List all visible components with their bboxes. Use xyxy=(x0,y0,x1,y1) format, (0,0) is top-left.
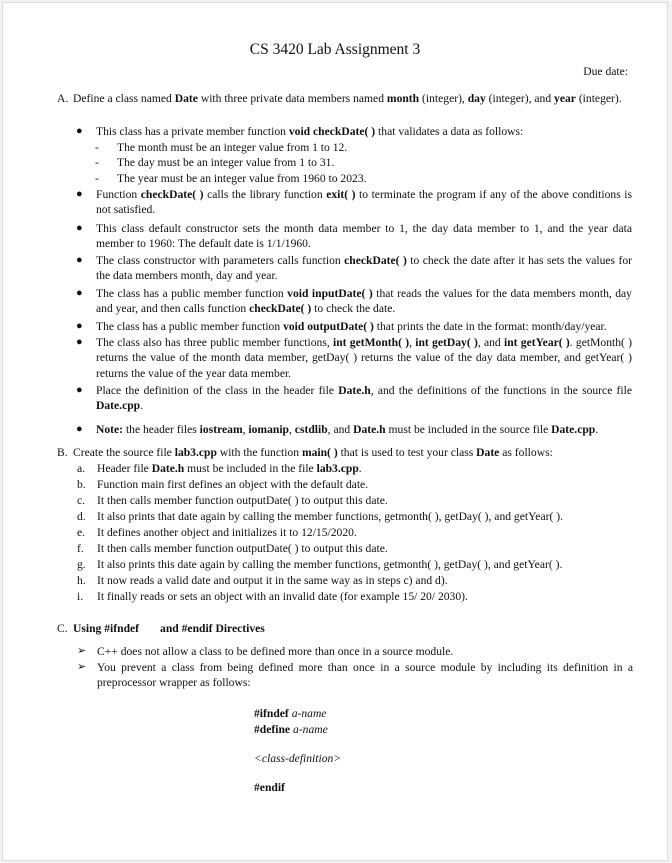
arrow-item: ➢ C++ does not allow a class to be defined more than once in a source module. xyxy=(77,645,454,658)
bullet-check-date: ● This class has a private member function void checkDate( ) that validates a data as follows: xyxy=(76,125,524,138)
list-item: b. Function main first defines an object with the default date. xyxy=(77,478,369,491)
bullet-icon: ● xyxy=(76,320,83,332)
bullet-icon: ● xyxy=(76,287,83,299)
bullet-icon: ● xyxy=(76,423,83,435)
page-title: CS 3420 Lab Assignment 3 xyxy=(249,41,421,58)
list-item: g. It also prints this date again by calling the member functions, getmonth( ), getDay( ), and getYear( ). xyxy=(77,558,563,571)
bullet-icon: ● xyxy=(76,384,83,396)
bullet-icon: ● xyxy=(76,222,83,234)
list-item: d. It also prints that date again by calling the member functions, getmonth( ), getDay( ), and getYear( ). xyxy=(77,510,563,523)
bullet-exit: ● Function checkDate( ) calls the library function exit( ) to terminate the program if any of the above conditions is not satisfied. xyxy=(76,188,632,217)
section-b-intro: B. Create the source file lab3.cpp with the function main( ) that is used to test your class Date as follows: xyxy=(57,446,553,459)
section-a-intro: A. Define a class named Date with three private data members named month (integer), day (integer), and year (integer). xyxy=(57,92,622,105)
bullet-icon: ● xyxy=(76,254,83,266)
list-item: f. It then calls member function outputDate( ) to output this date. xyxy=(77,542,388,555)
dash-item: - The day must be an integer value from 1 to 31. xyxy=(95,156,335,169)
list-item: a. Header file Date.h must be included in the file lab3.cpp. xyxy=(77,462,362,475)
dash-item: - The year must be an integer value from 1960 to 2023. xyxy=(95,172,367,185)
bullet-icon: ● xyxy=(76,188,83,200)
section-b-label: B. xyxy=(57,446,68,459)
list-item: e. It defines another object and initializes it to 12/15/2020. xyxy=(77,526,357,539)
section-c-heading: C. Using #ifndef and #endif Directives xyxy=(57,622,265,635)
list-item: i. It finally reads or sets an object with an invalid date (for example 15/ 20/ 2030). xyxy=(77,590,468,603)
code-endif-line: #endif xyxy=(254,781,285,794)
code-class-definition: <class-definition> xyxy=(254,752,342,765)
bullet-note: ● Note: the header files iostream, iomanip, cstdlib, and Date.h must be included in the source file Date.cpp. xyxy=(76,423,599,436)
bullet-input-date: ● The class has a public member function void inputDate( ) that reads the values for the data members month, day and year, and then calls function checkDate( ) to check the date. xyxy=(76,287,632,316)
arrow-bullet-icon: ➢ xyxy=(77,645,87,657)
bullet-output-date: ● The class has a public member function void outputDate( ) that prints the date in the format: month/day/year. xyxy=(76,320,607,333)
bullet-param-constructor: ● The class constructor with parameters calls function checkDate( ) to check the date after it has sets the values for the data members month, day and year. xyxy=(76,254,632,283)
dash-item: - The month must be an integer value from 1 to 12. xyxy=(95,141,348,154)
list-item: h. It now reads a valid date and output it in the same way as in steps c) and d). xyxy=(77,574,448,587)
bullet-icon: ● xyxy=(76,125,83,137)
bullet-getters: ● The class also has three public member functions, int getMonth( ), int getDay( ), and int getYear( ). getMonth( ) returns the value of the month data member, getDay( ) returns the value of the day data member, and getYear( ) returns the value of the year data member. xyxy=(76,336,633,380)
bullet-files: ● Place the definition of the class in the header file Date.h, and the definitions of the functions in the source file Date.cpp. xyxy=(76,384,632,413)
arrow-bullet-icon: ➢ xyxy=(77,661,87,673)
section-a-label: A. xyxy=(57,92,69,105)
due-date-label: Due date: xyxy=(583,65,628,78)
section-c-label: C. xyxy=(57,622,68,635)
code-ifndef-line: #ifndef a-name xyxy=(254,707,327,720)
arrow-item: ➢ You prevent a class from being defined more than once in a source module by including its definition in a preprocessor wrapper as follows: xyxy=(77,661,633,690)
list-item: c. It then calls member function outputDate( ) to output this date. xyxy=(77,494,388,507)
code-define-line: #define a-name xyxy=(254,723,328,736)
bullet-icon: ● xyxy=(76,336,83,348)
bullet-default-constructor: ● This class default constructor sets the month data member to 1, the day data member to 1, and the year data member to 1960: The default date is 1/1/1960. xyxy=(76,222,632,251)
document-page xyxy=(2,2,668,861)
